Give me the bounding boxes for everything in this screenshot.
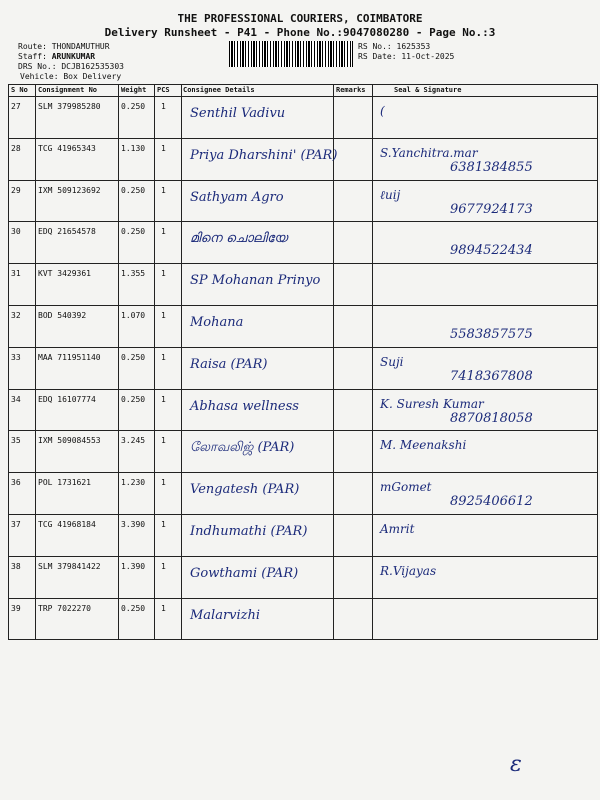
row-weight: 0.250 bbox=[121, 603, 146, 613]
row-consignee-handwriting: Vengatesh (PAR) bbox=[190, 482, 300, 498]
row-consignee-handwriting: லோவலிஜ் (PAR) bbox=[190, 440, 295, 456]
row-weight: 1.390 bbox=[121, 561, 146, 571]
row-consignment-no: BOD 540392 bbox=[38, 311, 87, 320]
row-consignee-handwriting: Priya Dharshini' (PAR) bbox=[190, 147, 338, 163]
row-divider bbox=[8, 347, 598, 348]
staff-label: Staff: bbox=[18, 52, 47, 61]
row-pcs: 1 bbox=[161, 436, 166, 446]
row-signature: S.Yanchitra.mar bbox=[380, 145, 478, 160]
col-pcs: PCS bbox=[157, 86, 170, 94]
row-divider bbox=[8, 138, 598, 139]
row-signature: Suji bbox=[380, 354, 404, 369]
row-consignee-handwriting: Mohana bbox=[190, 315, 244, 330]
col-weight: Weight bbox=[121, 86, 147, 94]
row-consignee-handwriting: Indhumathi (PAR) bbox=[190, 524, 308, 539]
row-divider bbox=[8, 221, 598, 222]
col-consignment: Consignment No bbox=[38, 86, 98, 94]
row-weight: 3.245 bbox=[121, 436, 146, 446]
row-weight: 0.250 bbox=[121, 352, 146, 362]
row-signature: M. Meenakshi bbox=[380, 438, 467, 453]
row-phone-handwriting: 9894522434 bbox=[450, 243, 533, 259]
row-divider bbox=[8, 263, 598, 264]
row-pcs: 1 bbox=[161, 185, 166, 195]
row-signature: Amrit bbox=[380, 522, 415, 536]
row-consignment-no: SLM 379985280 bbox=[38, 102, 101, 111]
row-sno: 39 bbox=[11, 603, 21, 613]
row-divider bbox=[8, 180, 598, 181]
row-consignment-no: SLM 379841422 bbox=[38, 561, 101, 571]
col-signature: Seal & Signature bbox=[394, 86, 462, 94]
row-phone-handwriting: 9677924173 bbox=[450, 201, 533, 217]
runsheet-subtitle: Delivery Runsheet - P41 - Phone No.:9047080280 - Page No.:3 bbox=[104, 26, 496, 39]
pen-mark: ε bbox=[510, 752, 522, 777]
row-consignment-no: IXM 509123692 bbox=[38, 185, 101, 195]
row-pcs: 1 bbox=[161, 311, 166, 320]
row-weight: 1.230 bbox=[121, 478, 146, 488]
row-weight: 3.390 bbox=[121, 520, 146, 529]
row-divider bbox=[8, 598, 598, 599]
row-pcs: 1 bbox=[161, 352, 166, 362]
row-divider bbox=[8, 389, 598, 390]
row-sno: 27 bbox=[11, 102, 21, 111]
col-sno: S No bbox=[11, 86, 28, 94]
col-remarks: Remarks bbox=[336, 86, 366, 94]
row-phone-handwriting: 8925406612 bbox=[450, 494, 533, 510]
company-title: THE PROFESSIONAL COURIERS, COIMBATORE bbox=[177, 12, 423, 25]
row-consignee-handwriting: Abhasa wellness bbox=[190, 398, 299, 414]
row-consignment-no: IXM 509084553 bbox=[38, 436, 101, 446]
row-phone-handwriting: 6381384855 bbox=[450, 159, 533, 175]
row-pcs: 1 bbox=[161, 143, 166, 153]
barcode bbox=[229, 41, 353, 67]
staff-name: ARUNKUMAR bbox=[51, 52, 96, 61]
header-bottom-border bbox=[8, 96, 598, 97]
row-sno: 34 bbox=[11, 394, 21, 404]
row-weight: 1.355 bbox=[121, 269, 146, 279]
row-consignee-handwriting: Malarvizhi bbox=[190, 607, 261, 623]
row-consignment-no: TCG 41968184 bbox=[38, 520, 96, 529]
row-signature: mGomet bbox=[380, 480, 432, 495]
row-consignment-no: POL 1731621 bbox=[38, 478, 91, 488]
staff-line bbox=[18, 52, 95, 62]
row-sno: 36 bbox=[11, 478, 21, 488]
row-sno: 37 bbox=[11, 520, 21, 529]
row-sno: 29 bbox=[11, 185, 21, 195]
drs-number: DRS No.: DCJB162535303 bbox=[18, 62, 124, 71]
row-weight: 1.130 bbox=[121, 143, 146, 153]
row-sno: 28 bbox=[11, 143, 21, 153]
row-pcs: 1 bbox=[161, 394, 166, 404]
row-sno: 35 bbox=[11, 436, 21, 446]
rs-date: RS Date: 11-Oct-2025 bbox=[358, 52, 455, 61]
row-consignee-handwriting: Sathyam Agro bbox=[190, 189, 284, 205]
row-consignment-no: KVT 3429361 bbox=[38, 269, 91, 279]
row-divider bbox=[8, 514, 598, 515]
row-pcs: 1 bbox=[161, 478, 166, 488]
row-pcs: 1 bbox=[161, 561, 166, 571]
row-consignee-handwriting: മിനെ ചൊലിയേ bbox=[190, 231, 288, 247]
row-pcs: 1 bbox=[161, 269, 166, 279]
row-weight: 0.250 bbox=[121, 394, 146, 404]
col-consignee: Consignee Details bbox=[183, 86, 255, 94]
row-phone-handwriting: 8870818058 bbox=[450, 410, 533, 426]
row-consignee-handwriting: Gowthami (PAR) bbox=[190, 565, 299, 581]
row-sno: 31 bbox=[11, 269, 21, 279]
row-weight: 0.250 bbox=[121, 102, 146, 111]
row-phone-handwriting: 7418367808 bbox=[450, 368, 533, 384]
row-consignment-no: EDQ 21654578 bbox=[38, 227, 96, 237]
row-sno: 30 bbox=[11, 227, 21, 237]
row-sno: 32 bbox=[11, 311, 21, 320]
row-pcs: 1 bbox=[161, 102, 166, 111]
row-sno: 33 bbox=[11, 352, 21, 362]
row-pcs: 1 bbox=[161, 520, 166, 529]
row-divider bbox=[8, 639, 598, 640]
row-signature: K. Suresh Kumar bbox=[380, 396, 484, 411]
row-phone-handwriting: 5583857575 bbox=[450, 327, 533, 342]
vehicle-label: Vehicle: Box Delivery bbox=[20, 72, 122, 81]
row-divider bbox=[8, 430, 598, 431]
row-consignee-handwriting: Senthil Vadivu bbox=[190, 106, 286, 121]
row-consignee-handwriting: SP Mohanan Prinyo bbox=[190, 273, 321, 289]
row-consignee-handwriting: Raisa (PAR) bbox=[190, 356, 268, 372]
row-divider bbox=[8, 472, 598, 473]
row-consignment-no: TRP 7022270 bbox=[38, 603, 91, 613]
row-pcs: 1 bbox=[161, 227, 166, 237]
row-pcs: 1 bbox=[161, 603, 166, 613]
row-signature: ℓuij bbox=[380, 187, 401, 202]
row-sno: 38 bbox=[11, 561, 21, 571]
row-consignment-no: MAA 711951140 bbox=[38, 352, 101, 362]
row-signature: ( bbox=[380, 104, 385, 118]
row-signature: R.Vijayas bbox=[380, 563, 437, 578]
row-divider bbox=[8, 305, 598, 306]
route-label: Route: THONDAMUTHUR bbox=[18, 42, 110, 51]
row-weight: 1.070 bbox=[121, 311, 146, 320]
row-weight: 0.250 bbox=[121, 227, 146, 237]
rs-number: RS No.: 1625353 bbox=[358, 42, 431, 51]
row-consignment-no: TCG 41965343 bbox=[38, 143, 96, 153]
row-divider bbox=[8, 556, 598, 557]
row-weight: 0.250 bbox=[121, 185, 146, 195]
row-consignment-no: EDQ 16107774 bbox=[38, 394, 96, 404]
